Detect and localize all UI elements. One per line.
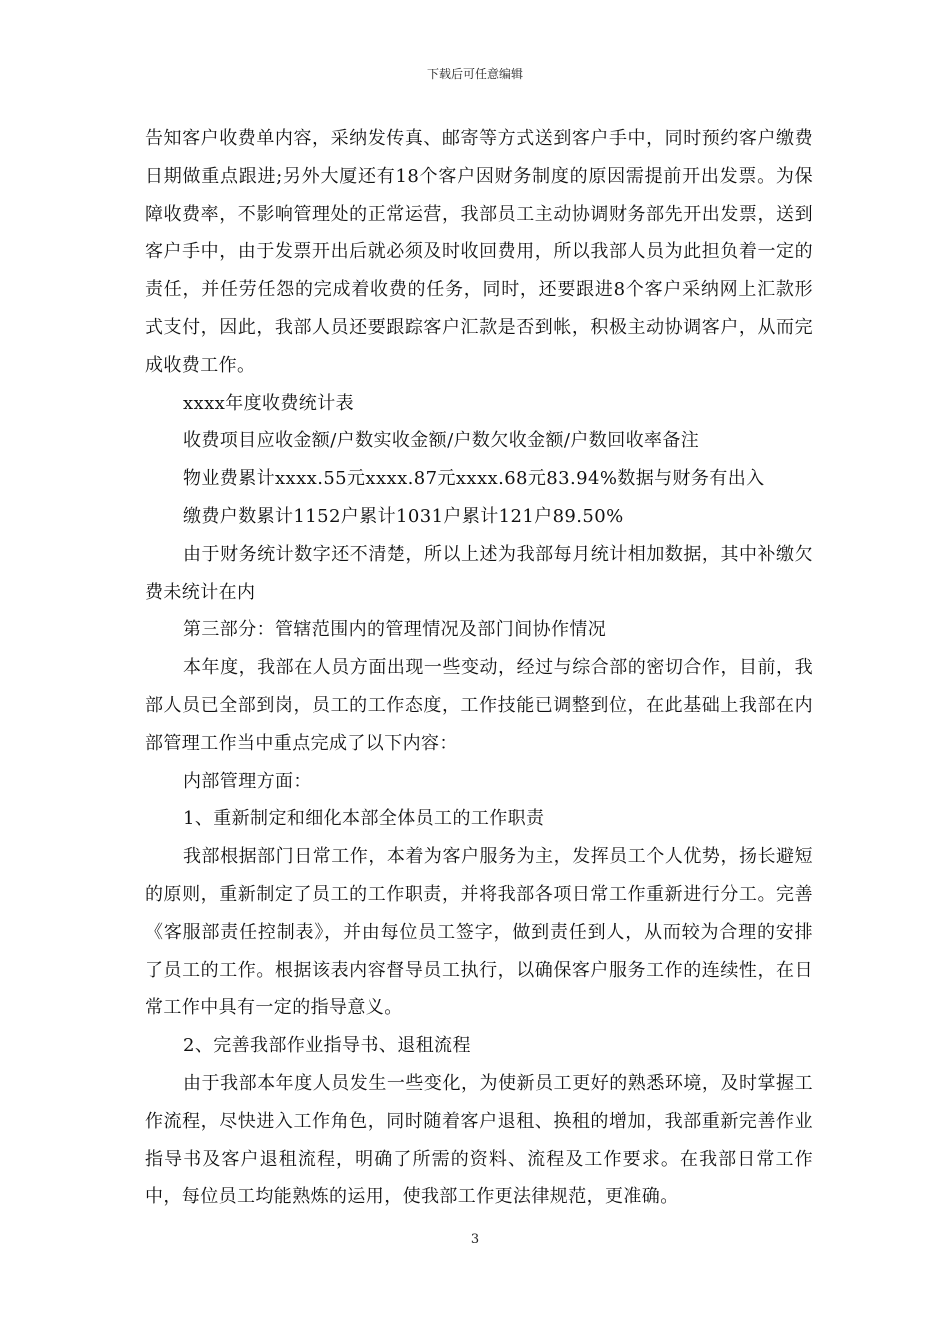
page-number: 3	[470, 1232, 480, 1247]
paragraph-collection-followup: 告知客户收费单内容，采纳发传真、邮寄等方式送到客户手中，同时预约客户缴费日期做重点跟进;另外大厦还有18个客户因财务制度的原因需提前开出发票。为保障收费率，不影响管理处的正常运营，我部员工主动协调财务部先开出发票，送到客户手中，由于发票开出后就必须及时收回费用，所以我部人员为此担负着一定的责任，并任劳任怨的完成着收费的任务，同时，还要跟进8个客户采纳网上汇款形式支付，因此，我部人员还要跟踪客户汇款是否到帐，积极主动协调客户，从而完成收费工作。	[145, 128, 813, 376]
paragraph-job-duties: 我部根据部门日常工作，本着为客户服务为主，发挥员工个人优势，扬长避短的原则，重新制定了员工的工作职责，并将我部各项日常工作重新进行分工。完善《客服部责任控制表》，并由每位员工签字，做到责任到人，从而较为合理的安排了员工的工作。根据该表内容督导员工执行，以确保客户服务工作的连续性，在日常工作中具有一定的指导意义。	[145, 846, 813, 1019]
section-heading-part-three: 第三部分：管辖范围内的管理情况及部门间协作情况	[183, 619, 607, 641]
subheading-internal-management: 内部管理方面：	[183, 770, 312, 792]
paragraph-table-title: xxxx年度收费统计表	[183, 392, 355, 414]
paragraph-work-instructions: 由于我部本年度人员发生一些变化，为使新员工更好的熟悉环境，及时掌握工作流程，尽快进入工作角色，同时随着客户退租、换租的增加，我部重新完善作业指导书及客户退租流程，明确了所需的资料、流程及工作要求。在我部日常工作中，每位员工均能熟炼的运用，使我部工作更法律规范，更准确。	[145, 1072, 813, 1208]
item-heading-2: 2、完善我部作业指导书、退租流程	[183, 1035, 471, 1057]
paragraph-statistics-note: 由于财务统计数字还不清楚，所以上述为我部每月统计相加数据，其中补缴欠费未统计在内	[145, 543, 813, 603]
paragraph-table-row-households: 缴费户数累计1152户累计1031户累计121户89.50%	[183, 505, 624, 527]
page-header: 下载后可任意编辑	[426, 67, 523, 81]
paragraph-table-row-property-fee: 物业费累计xxxx.55元xxxx.87元xxxx.68元83.94%数据与财务有出入	[183, 468, 765, 490]
document-body	[145, 120, 813, 1216]
paragraph-table-header: 收费项目应收金额/户数实收金额/户数欠收金额/户数回收率备注	[183, 430, 700, 452]
paragraph-staffing-changes: 本年度，我部在人员方面出现一些变动，经过与综合部的密切合作，目前，我部人员已全部到岗，员工的工作态度，工作技能已调整到位，在此基础上我部在内部管理工作当中重点完成了以下内容：	[145, 657, 813, 754]
item-heading-1: 1、重新制定和细化本部全体员工的工作职责	[183, 808, 545, 830]
